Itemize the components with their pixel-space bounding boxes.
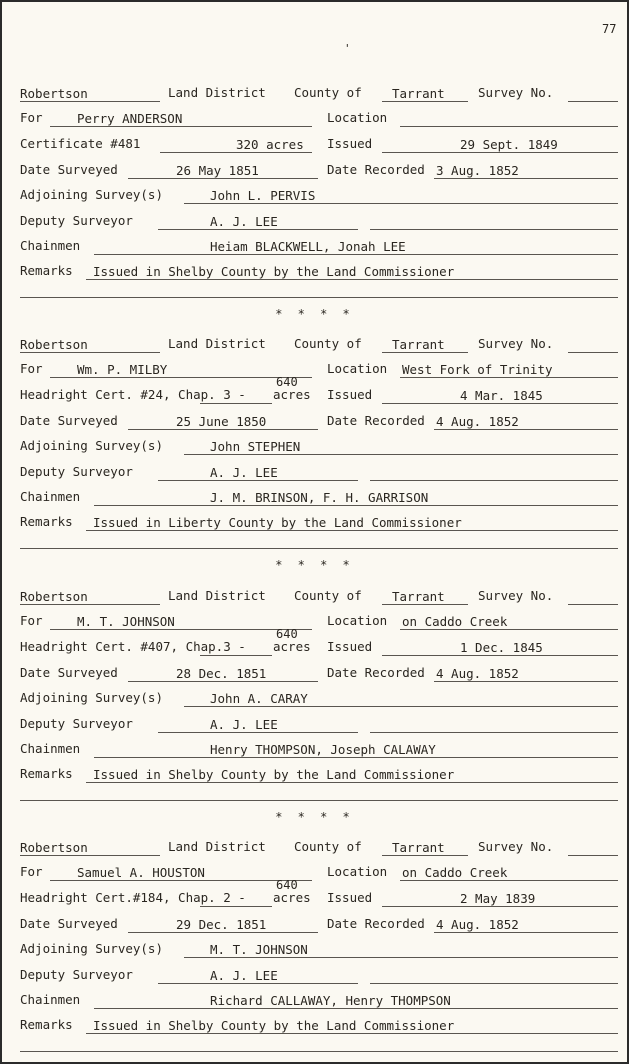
district-value: Robertson	[20, 589, 88, 604]
date-recorded-label: Date Recorded	[327, 162, 425, 177]
remarks-value: Issued in Liberty County by the Land Commissioner	[93, 515, 462, 530]
county-field	[382, 588, 468, 605]
deputy-field	[158, 716, 358, 733]
land-district-label: Land District	[168, 85, 266, 100]
grantee-value: Samuel A. HOUSTON	[77, 865, 205, 880]
survey-record	[2, 336, 627, 576]
for-label: For	[20, 613, 43, 628]
chainmen-label: Chainmen	[20, 992, 81, 1007]
issued-label: Issued	[327, 890, 373, 905]
remarks-continuation-line	[20, 800, 618, 801]
certificate-line	[2, 375, 627, 403]
district-field	[20, 839, 160, 856]
survey-no-label: Survey No.	[478, 839, 554, 854]
deputy-field	[158, 213, 358, 230]
dates-line	[2, 413, 627, 429]
issued-value: 4 Mar. 1845	[460, 388, 543, 403]
chainmen-label: Chainmen	[20, 489, 81, 504]
grantee-value: Perry ANDERSON	[77, 111, 183, 126]
date-surveyed-value: 29 Dec. 1851	[176, 917, 267, 932]
adjoining-field	[184, 187, 618, 204]
location-label: Location	[327, 110, 388, 125]
deputy-value: A. J. LEE	[210, 465, 278, 480]
adjoining-value: John L. PERVIS	[210, 188, 316, 203]
date-recorded-field	[434, 413, 618, 430]
county-value: Tarrant	[392, 589, 445, 604]
dates-line	[2, 665, 627, 681]
issued-value: 1 Dec. 1845	[460, 640, 543, 655]
chainmen-field	[94, 992, 618, 1009]
acres-number: 640	[276, 375, 298, 389]
survey-no-label: Survey No.	[478, 336, 554, 351]
certificate-field	[160, 136, 312, 153]
survey-no-label: Survey No.	[478, 588, 554, 603]
for-line	[2, 361, 627, 377]
record-separator: * * * *	[275, 307, 354, 321]
survey-record	[2, 85, 627, 325]
survey-no-field	[568, 85, 618, 102]
location-label: Location	[327, 613, 388, 628]
date-surveyed-label: Date Surveyed	[20, 413, 118, 428]
acres-label: acres	[273, 890, 311, 905]
grantee-value: M. T. JOHNSON	[77, 614, 175, 629]
issued-value: 2 May 1839	[460, 891, 536, 906]
county-of-label: County of	[294, 839, 362, 854]
survey-record	[2, 839, 627, 1064]
chainmen-line	[2, 489, 627, 505]
ink-fleck: '	[344, 42, 351, 55]
survey-no-field	[568, 336, 618, 353]
deputy-field	[158, 967, 358, 984]
deputy-blank-field	[370, 967, 618, 984]
for-label: For	[20, 361, 43, 376]
remarks-field	[86, 1017, 618, 1034]
remarks-field	[86, 766, 618, 783]
for-line	[2, 613, 627, 629]
remarks-value: Issued in Shelby County by the Land Commissioner	[93, 767, 455, 782]
acres-stack	[273, 627, 311, 654]
location-value: on Caddo Creek	[402, 865, 508, 880]
date-surveyed-label: Date Surveyed	[20, 916, 118, 931]
deputy-label: Deputy Surveyor	[20, 716, 133, 731]
date-surveyed-value: 28 Dec. 1851	[176, 666, 267, 681]
date-surveyed-field	[128, 916, 318, 933]
location-label: Location	[327, 361, 388, 376]
remarks-field	[86, 514, 618, 531]
certificate-label: Headright Cert. #24, Chap. 3 -	[20, 387, 246, 402]
date-recorded-label: Date Recorded	[327, 413, 425, 428]
deputy-line	[2, 213, 627, 229]
location-value: West Fork of Trinity	[402, 362, 553, 377]
acres-stack	[273, 375, 311, 402]
date-recorded-value: 4 Aug. 1852	[436, 917, 519, 932]
date-surveyed-value: 25 June 1850	[176, 414, 267, 429]
county-field	[382, 839, 468, 856]
district-line	[2, 336, 627, 352]
dates-line	[2, 162, 627, 178]
deputy-value: A. J. LEE	[210, 214, 278, 229]
issued-field	[382, 387, 618, 404]
district-field	[20, 85, 160, 102]
adjoining-value: John A. CARAY	[210, 691, 308, 706]
county-value: Tarrant	[392, 840, 445, 855]
grantee-value: Wm. P. MILBY	[77, 362, 168, 377]
district-field	[20, 336, 160, 353]
adjoining-line	[2, 438, 627, 454]
deputy-line	[2, 967, 627, 983]
record-separator: * * * *	[275, 558, 354, 572]
certificate-label: Headright Cert. #407, Chap.3 -	[20, 639, 246, 654]
chainmen-value: Heiam BLACKWELL, Jonah LEE	[210, 239, 406, 254]
certificate-label: Certificate #481	[20, 136, 141, 151]
certificate-label: Headright Cert.#184, Chap. 2 -	[20, 890, 246, 905]
remarks-continuation-line	[20, 548, 618, 549]
remarks-line	[2, 263, 627, 279]
county-field	[382, 336, 468, 353]
county-field	[382, 85, 468, 102]
remarks-label: Remarks	[20, 263, 73, 278]
date-recorded-value: 4 Aug. 1852	[436, 414, 519, 429]
adjoining-label: Adjoining Survey(s)	[20, 690, 163, 705]
remarks-line	[2, 1017, 627, 1033]
district-line	[2, 839, 627, 855]
survey-record	[2, 588, 627, 828]
date-recorded-label: Date Recorded	[327, 916, 425, 931]
adjoining-label: Adjoining Survey(s)	[20, 187, 163, 202]
adjoining-value: John STEPHEN	[210, 439, 301, 454]
issued-value: 29 Sept. 1849	[460, 137, 558, 152]
deputy-line	[2, 464, 627, 480]
issued-label: Issued	[327, 136, 373, 151]
district-value: Robertson	[20, 86, 88, 101]
adjoining-line	[2, 941, 627, 957]
certificate-line	[2, 627, 627, 655]
certificate-field	[200, 890, 272, 907]
adjoining-label: Adjoining Survey(s)	[20, 438, 163, 453]
chainmen-field	[94, 238, 618, 255]
deputy-blank-field	[370, 213, 618, 230]
date-recorded-field	[434, 916, 618, 933]
remarks-continuation-line	[20, 297, 618, 298]
acres-label: acres	[273, 387, 311, 402]
location-value: on Caddo Creek	[402, 614, 508, 629]
location-label: Location	[327, 864, 388, 879]
for-field	[50, 613, 312, 630]
land-district-label: Land District	[168, 588, 266, 603]
deputy-label: Deputy Surveyor	[20, 213, 133, 228]
adjoining-field	[184, 438, 618, 455]
issued-field	[382, 639, 618, 656]
district-field	[20, 588, 160, 605]
district-line	[2, 588, 627, 604]
page-number: 77	[602, 22, 617, 36]
issued-label: Issued	[327, 639, 373, 654]
date-recorded-field	[434, 665, 618, 682]
for-field	[50, 110, 312, 127]
location-field	[400, 864, 618, 881]
remarks-label: Remarks	[20, 1017, 73, 1032]
remarks-line	[2, 514, 627, 530]
issued-label: Issued	[327, 387, 373, 402]
acres-label: acres	[273, 639, 311, 654]
county-of-label: County of	[294, 336, 362, 351]
remarks-value: Issued in Shelby County by the Land Commissioner	[93, 1018, 455, 1033]
county-of-label: County of	[294, 588, 362, 603]
record-separator: * * * *	[275, 810, 354, 824]
deputy-value: A. J. LEE	[210, 717, 278, 732]
deputy-value: A. J. LEE	[210, 968, 278, 983]
land-district-label: Land District	[168, 336, 266, 351]
dates-line	[2, 916, 627, 932]
acres-number: 640	[276, 878, 298, 892]
remarks-line	[2, 766, 627, 782]
survey-no-label: Survey No.	[478, 85, 554, 100]
land-district-label: Land District	[168, 839, 266, 854]
chainmen-label: Chainmen	[20, 238, 81, 253]
date-surveyed-field	[128, 162, 318, 179]
chainmen-value: J. M. BRINSON, F. H. GARRISON	[210, 490, 429, 505]
district-line	[2, 85, 627, 101]
chainmen-line	[2, 992, 627, 1008]
adjoining-field	[184, 941, 618, 958]
chainmen-field	[94, 489, 618, 506]
date-recorded-label: Date Recorded	[327, 665, 425, 680]
chainmen-line	[2, 238, 627, 254]
date-surveyed-field	[128, 665, 318, 682]
certificate-line	[2, 136, 627, 152]
date-surveyed-field	[128, 413, 318, 430]
acres-stack	[273, 878, 311, 905]
certificate-field	[200, 639, 272, 656]
deputy-blank-field	[370, 464, 618, 481]
for-field	[50, 864, 312, 881]
certificate-field	[200, 387, 272, 404]
chainmen-value: Richard CALLAWAY, Henry THOMPSON	[210, 993, 451, 1008]
remarks-label: Remarks	[20, 514, 73, 529]
adjoining-line	[2, 690, 627, 706]
location-field	[400, 110, 618, 127]
for-line	[2, 110, 627, 126]
adjoining-field	[184, 690, 618, 707]
chainmen-label: Chainmen	[20, 741, 81, 756]
deputy-blank-field	[370, 716, 618, 733]
county-value: Tarrant	[392, 86, 445, 101]
deputy-line	[2, 716, 627, 732]
chainmen-value: Henry THOMPSON, Joseph CALAWAY	[210, 742, 436, 757]
for-label: For	[20, 864, 43, 879]
location-field	[400, 361, 618, 378]
certificate-line	[2, 878, 627, 906]
issued-field	[382, 136, 618, 153]
district-value: Robertson	[20, 337, 88, 352]
for-line	[2, 864, 627, 880]
chainmen-field	[94, 741, 618, 758]
for-label: For	[20, 110, 43, 125]
county-of-label: County of	[294, 85, 362, 100]
survey-no-field	[568, 588, 618, 605]
location-field	[400, 613, 618, 630]
date-recorded-value: 3 Aug. 1852	[436, 163, 519, 178]
adjoining-line	[2, 187, 627, 203]
remarks-value: Issued in Shelby County by the Land Commissioner	[93, 264, 455, 279]
district-value: Robertson	[20, 840, 88, 855]
deputy-label: Deputy Surveyor	[20, 464, 133, 479]
chainmen-line	[2, 741, 627, 757]
date-surveyed-value: 26 May 1851	[176, 163, 259, 178]
county-value: Tarrant	[392, 337, 445, 352]
deputy-field	[158, 464, 358, 481]
remarks-continuation-line	[20, 1051, 618, 1052]
issued-field	[382, 890, 618, 907]
adjoining-label: Adjoining Survey(s)	[20, 941, 163, 956]
survey-no-field	[568, 839, 618, 856]
date-surveyed-label: Date Surveyed	[20, 665, 118, 680]
adjoining-value: M. T. JOHNSON	[210, 942, 308, 957]
for-field	[50, 361, 312, 378]
remarks-field	[86, 263, 618, 280]
deputy-label: Deputy Surveyor	[20, 967, 133, 982]
date-surveyed-label: Date Surveyed	[20, 162, 118, 177]
acres-number: 640	[276, 627, 298, 641]
date-recorded-value: 4 Aug. 1852	[436, 666, 519, 681]
remarks-label: Remarks	[20, 766, 73, 781]
certificate-acres-value: 320 acres	[236, 137, 304, 152]
date-recorded-field	[434, 162, 618, 179]
